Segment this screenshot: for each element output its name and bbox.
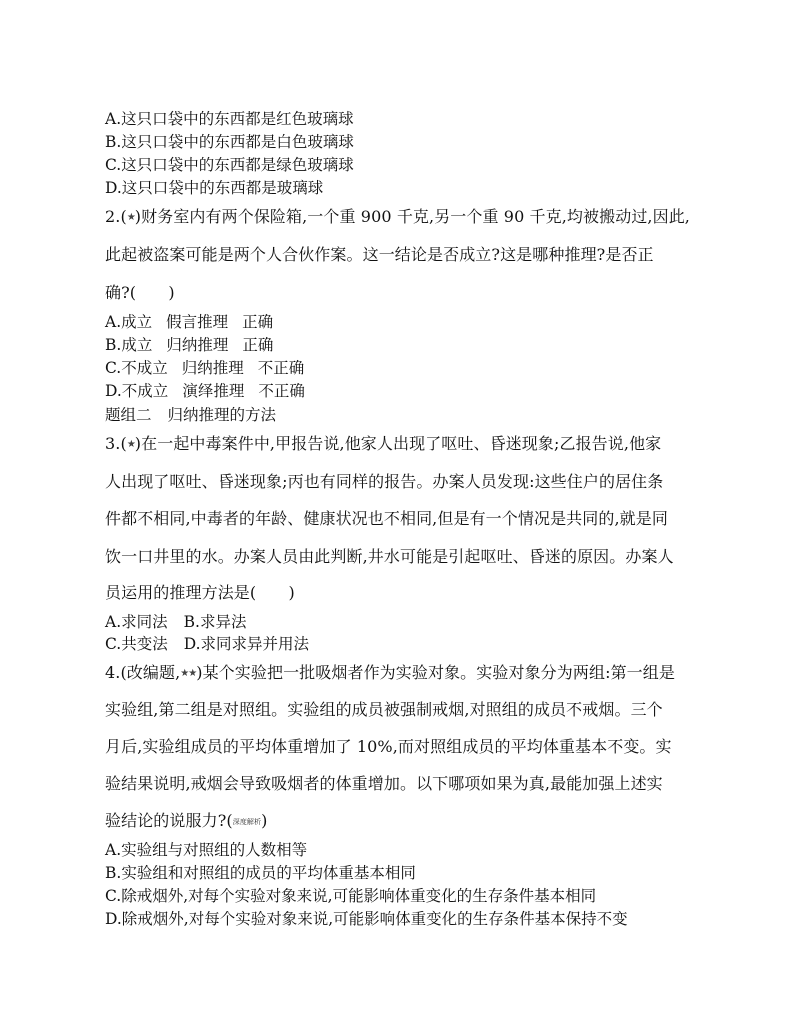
q4-stem-line2: 实验组,第二组是对照组。实验组的成员被强制戒烟,对照组的成员不戒烟。三个 — [105, 700, 663, 719]
q3-stem-line5: 员运用的推理方法是( ) — [105, 583, 295, 602]
q1-option-d: D.这只口袋中的东西都是玻璃球 — [105, 179, 324, 197]
q1-option-b: B.这只口袋中的东西都是白色玻璃球 — [105, 133, 354, 151]
q2-option-d: D.不成立 演绎推理 不正确 — [105, 382, 305, 400]
q1-option-a: A.这只口袋中的东西都是红色玻璃球 — [105, 110, 354, 128]
q3-stem-line2: 人出现了呕吐、昏迷现象;丙也有同样的报告。办案人员发现:这些住户的居住条 — [105, 472, 664, 491]
difficulty-stars-icon: ★★ — [180, 668, 197, 679]
analysis-tag: 深度解析 — [232, 818, 262, 826]
q2-text: )财务室内有两个保险箱,一个重 900 千克,另一个重 90 千克,均被搬动过,因此, — [134, 207, 690, 226]
q3-text: )在一起中毒案件中,甲报告说,他家人出现了呕吐、昏迷现象;乙报告说,他家 — [134, 434, 662, 453]
q1-option-c: C.这只口袋中的东西都是绿色玻璃球 — [105, 156, 354, 174]
q2-number: 2.( — [105, 207, 127, 226]
section-heading: 题组二 归纳推理的方法 — [105, 406, 277, 424]
q3-option-row-2: C.共变法 D.求同求异并用法 — [105, 635, 310, 653]
q4-option-b: B.实验组和对照组的成员的平均体重基本相同 — [105, 864, 416, 882]
q4-stem-line1 — [105, 662, 675, 687]
q4-stem-line3: 月后,实验组成员的平均体重增加了 10%,而对照组成员的平均体重基本不变。实 — [105, 737, 672, 756]
q3-option-row-1: A.求同法 B.求异法 — [105, 613, 247, 631]
q3-stem-line4: 饮一口井里的水。办案人员由此判断,井水可能是引起呕吐、昏迷的原因。办案人 — [105, 547, 674, 566]
q4-number: 4.(改编题, — [105, 663, 181, 682]
q4-option-a: A.实验组与对照组的人数相等 — [105, 841, 308, 859]
q3-stem-line3: 件都不相同,中毒者的年龄、健康状况也不相同,但是有一个情况是共同的,就是同 — [105, 509, 668, 528]
q3-number: 3.( — [105, 434, 127, 453]
q4-text: )某个实验把一批吸烟者作为实验对象。实验对象分为两组:第一组是 — [196, 663, 675, 682]
q2-option-b: B.成立 归纳推理 正确 — [105, 336, 274, 354]
difficulty-stars-icon: ★ — [126, 212, 135, 223]
q2-stem-line2: 此起被盗案可能是两个人合伙作案。这一结论是否成立?这是哪种推理?是否正 — [105, 245, 654, 264]
q3-stem-line1 — [105, 433, 661, 458]
q2-stem-line1 — [105, 206, 690, 231]
q2-option-c: C.不成立 归纳推理 不正确 — [105, 359, 305, 377]
q4-stem-line5: 验结论的说服力?(深度解析) — [105, 811, 268, 830]
q4-option-c: C.除戒烟外,对每个实验对象来说,可能影响体重变化的生存条件基本相同 — [105, 887, 597, 905]
q4-stem-line4: 验结果说明,戒烟会导致吸烟者的体重增加。以下哪项如果为真,最能加强上述实 — [105, 774, 663, 793]
q4-option-d: D.除戒烟外,对每个实验对象来说,可能影响体重变化的生存条件基本保持不变 — [105, 910, 628, 928]
difficulty-stars-icon: ★ — [126, 439, 135, 450]
q2-option-a: A.成立 假言推理 正确 — [105, 313, 274, 331]
q2-stem-line3: 确?( ) — [105, 283, 175, 302]
